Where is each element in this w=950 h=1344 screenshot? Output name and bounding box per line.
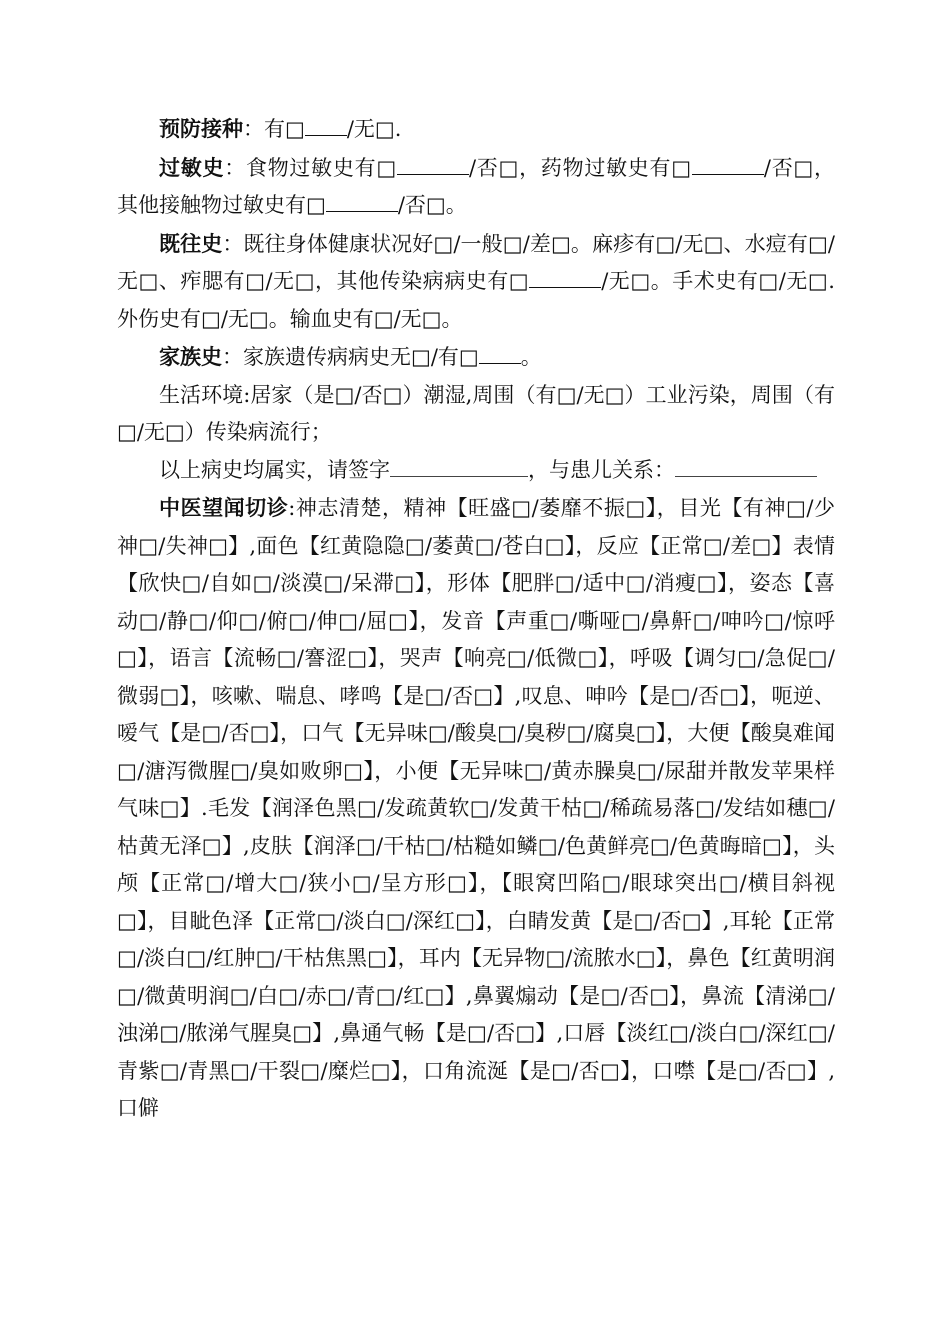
contact-allergy-blank[interactable] <box>326 191 398 212</box>
family-history-label: 家族史 <box>159 344 222 369</box>
vaccination-text: ：有□ <box>243 117 305 141</box>
past-history-label: 既往史 <box>159 230 223 256</box>
family-history-text: ：家族遗传病病史无□/有□ <box>222 345 479 369</box>
allergy-end-text: /否□。 <box>397 193 467 217</box>
tcm-exam-line <box>117 489 835 1128</box>
relationship-text: ，与患儿关系： <box>528 457 675 482</box>
infectious-disease-blank[interactable] <box>529 267 601 288</box>
drug-allergy-blank[interactable] <box>692 154 764 175</box>
signature-line <box>117 452 835 490</box>
past-history-line <box>117 225 835 339</box>
vaccination-blank[interactable] <box>305 115 347 136</box>
vaccination-text2: /无□. <box>346 117 402 141</box>
allergy-label: 过敏史 <box>159 154 225 180</box>
signature-blank[interactable] <box>390 456 528 477</box>
drug-allergy-text: /否□，药物过敏史有□ <box>468 155 692 180</box>
food-allergy-text: ：食物过敏史有□ <box>224 155 397 180</box>
vaccination-label: 预防接种 <box>159 116 243 141</box>
past-history-text2: /无□。手术史有□/无□.外伤史有□/无□。输血史有□/无□。 <box>117 269 835 331</box>
vaccination-line <box>117 110 835 149</box>
relationship-blank[interactable] <box>675 456 807 477</box>
family-history-end: 。 <box>520 345 542 369</box>
family-history-line <box>117 338 835 377</box>
past-history-text: ：既往身体健康状况好□/一般□/差□。麻疹有□/无□、水痘有□/无□、痄腮有□/无□，其他传染病病史有□ <box>117 231 835 293</box>
tcm-exam-label: 中医望闻切诊 <box>159 495 289 520</box>
medical-history-page <box>117 110 835 1128</box>
contact-allergy-text: /否□，其他接触物过敏史有□ <box>117 155 836 217</box>
allergy-line <box>117 149 835 225</box>
signature-text: 以上病史均属实，请签字 <box>159 457 390 482</box>
food-allergy-blank[interactable] <box>397 154 469 175</box>
environment-line: 生活环境:居家（是□/否□）潮湿,周围（有□/无□）工业污染，周围（有□/无□）传染病流行； <box>117 382 835 444</box>
tcm-exam-text: :神志清楚，精神【旺盛□/萎靡不振□】，目光【有神□/少神□/失神□】,面色【红黄隐隐□/萎黄□/苍白□】，反应【正常□/差□】表情【欣快□/自如□/淡漠□/呆滞□】，形体【肥胖□/适中□/消瘦□】，姿态【喜动□/静□/仰□/俯□/伸□/屈□】，发音【声重□/嘶哑□/鼻鼾□/呻吟□/惊呼□】，语言【流畅□/謇涩□】，哭声【响亮□/低微□】，呼吸【调匀□/急促□/微弱□】，咳嗽、喘息、哮鸣【是□/否□】,叹息、呻吟【是□/否□】，呃逆、嗳气【是□/否□】，口气【无异味□/酸臭□/臭秽□/腐臭□】，大便【酸臭难闻□/溏泻微腥□/臭如败卵□】，小便【无异味□/黄赤臊臭□/尿甜并散发苹果样气味□】.毛发【润泽色黑□/发疏黄软□/发黄干枯□/稀疏易落□/发结如穗□/枯黄无泽□】,皮肤【润泽□/干枯□/枯糙如鳞□/色黄鲜亮□/色黄晦暗□】，头颅【正常□/增大□/狭小□/呈方形□】，【眼窝凹陷□/眼球突出□/横目斜视□】，目眦色泽【正常□/淡白□/深红□】，白睛发黄【是□/否□】,耳轮【正常□/淡白□/红肿□/干枯焦黑□】，耳内【无异物□/流脓水□】，鼻色【红黄明润□/微黄明润□/白□/赤□/青□/红□】,鼻翼煽动【是□/否□】，鼻流【清涕□/浊涕□/脓涕气腥臭□】,鼻通气畅【是□/否□】,口唇【淡红□/淡白□/深红□/青紫□/青黑□/干裂□/糜烂□】，口角流涎【是□/否□】，口噤【是□/否□】,口僻 <box>117 496 836 1120</box>
family-history-blank[interactable] <box>479 343 521 364</box>
relationship-blank-end <box>807 456 817 477</box>
